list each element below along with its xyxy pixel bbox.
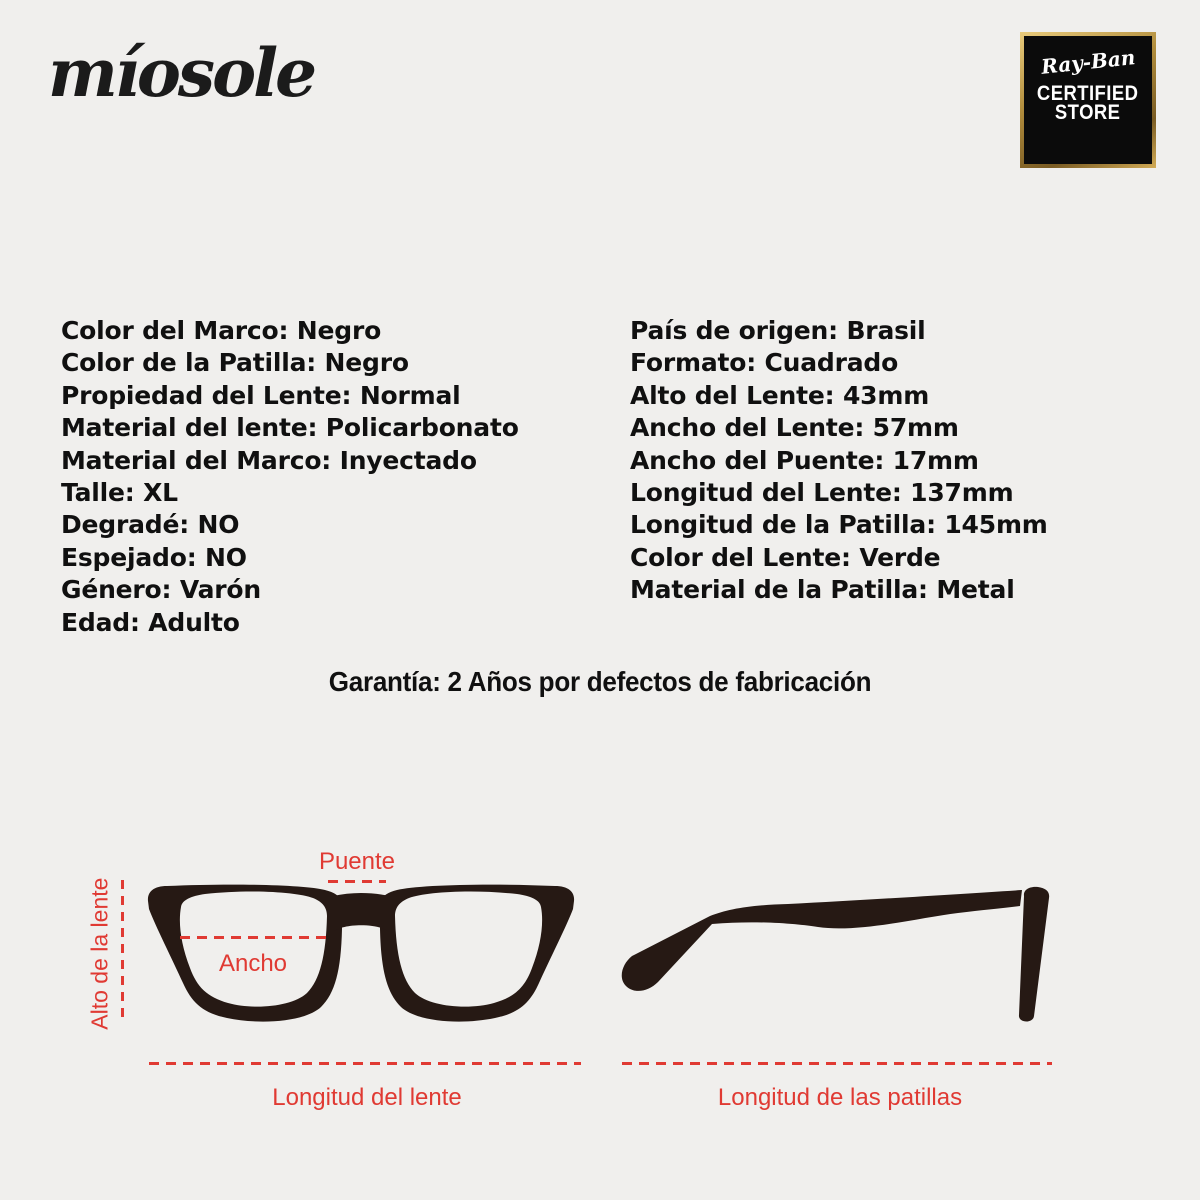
- rayban-script-logo: Ray-Ban: [1039, 45, 1137, 79]
- spec-line: Longitud del Lente: 137mm: [630, 478, 1014, 508]
- temple-arm-shape: [622, 890, 1022, 991]
- spec-line: Formato: Cuadrado: [630, 348, 899, 378]
- spec-line: Material del Marco: Inyectado: [61, 445, 477, 475]
- spec-column-right: [630, 315, 1048, 607]
- temple-arm-illustration: [618, 886, 1056, 1026]
- spec-line: Longitud de la Patilla: 145mm: [630, 510, 1048, 540]
- spec-line: Color de la Patilla: Negro: [61, 348, 409, 378]
- certified-store-text: [1037, 84, 1139, 122]
- certified-store-badge: [1020, 32, 1156, 168]
- spec-line: Ancho del Lente: 57mm: [630, 413, 959, 443]
- bridge-shape: [333, 893, 389, 932]
- spec-column-left: [61, 315, 519, 639]
- spec-line: Ancho del Puente: 17mm: [630, 445, 979, 475]
- spec-line: Material del lente: Policarbonato: [61, 413, 519, 443]
- temple-length-dash-line: [622, 1062, 1052, 1065]
- certified-store-badge-inner: [1024, 36, 1152, 164]
- spec-line: Espejado: NO: [61, 542, 247, 572]
- spec-line: Propiedad del Lente: Normal: [61, 380, 461, 410]
- temple-length-measure-label: Longitud de las patillas: [717, 1084, 963, 1111]
- spec-line: Edad: Adulto: [61, 607, 240, 637]
- lens-width-measure-label: Ancho: [218, 950, 288, 977]
- spec-line: País de origen: Brasil: [630, 316, 926, 345]
- bridge-measure-label: Puente: [318, 848, 396, 875]
- spec-line: Material de la Patilla: Metal: [630, 575, 1015, 605]
- spec-line: Degradé: NO: [61, 510, 240, 540]
- bridge-dash-line: [328, 880, 386, 883]
- warranty-text: Garantía: 2 Años por defectos de fabricación: [328, 666, 872, 697]
- spec-line: Alto del Lente: 43mm: [630, 380, 930, 410]
- spec-line: Género: Varón: [61, 575, 261, 605]
- lens-width-dash-line: [180, 936, 327, 939]
- lens-length-measure-label: Longitud del lente: [272, 1084, 462, 1111]
- lens-height-measure-label: Alto de la lente: [86, 877, 113, 1030]
- spec-line: Talle: XL: [61, 478, 178, 508]
- brand-logo: míosole: [48, 34, 315, 112]
- temple-endpiece-shape: [1019, 887, 1049, 1022]
- spec-line: Color del Marco: Negro: [61, 316, 382, 345]
- store-line: STORE: [1055, 101, 1121, 124]
- spec-line: Color del Lente: Verde: [630, 542, 941, 572]
- certified-line: CERTIFIED: [1037, 82, 1139, 105]
- lens-height-dash-line: [121, 880, 124, 1022]
- lens-length-dash-line: [149, 1062, 581, 1065]
